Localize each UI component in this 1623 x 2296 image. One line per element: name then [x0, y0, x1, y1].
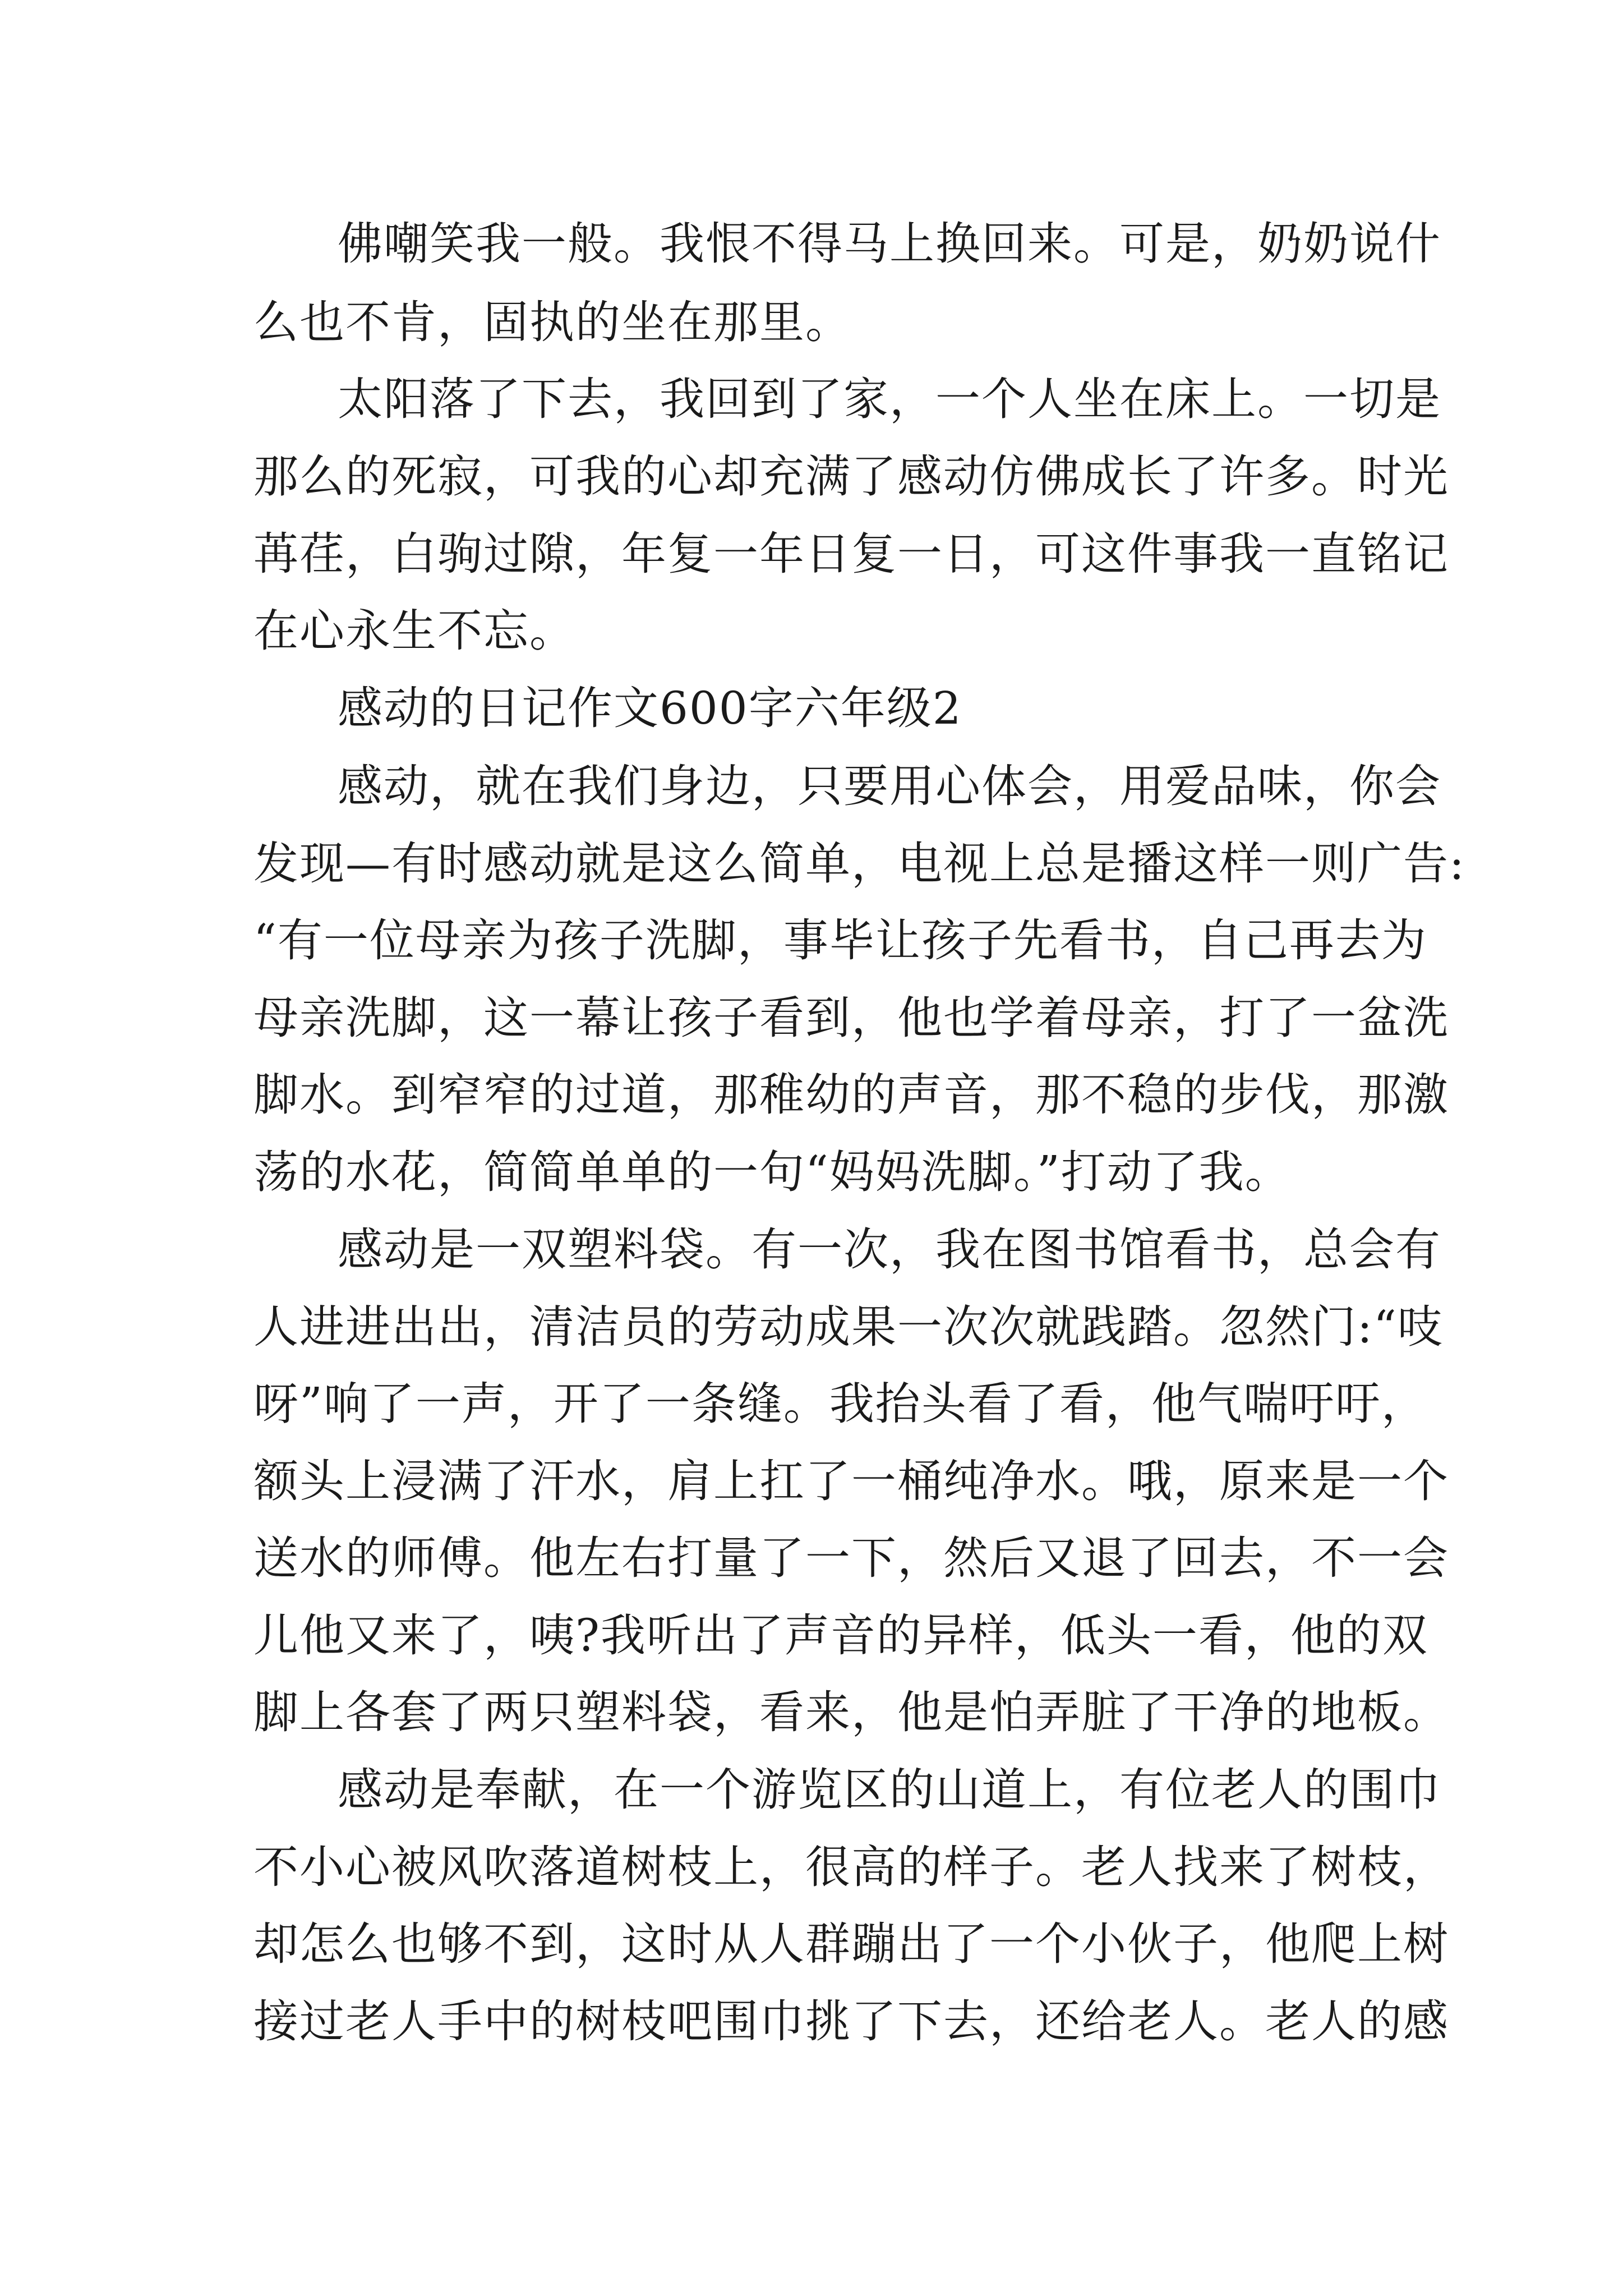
text-line: 苒荏，白驹过隙，年复一年日复一日，可这件事我一直铭记 [253, 528, 1449, 580]
text-line: 接过老人手中的树枝吧围巾挑了下去，还给老人。老人的感 [253, 1995, 1449, 2047]
text-line: 送水的师傅。他左右打量了一下，然后又退了回去，不一会 [253, 1532, 1449, 1584]
text-line: 么也不肯，固执的坐在那里。 [253, 296, 851, 348]
text-line: 却怎么也够不到，这时从人群蹦出了一个小伙子，他爬上树 [253, 1918, 1449, 1970]
text-line: 感动是奉献，在一个游览区的山道上，有位老人的围巾 [338, 1764, 1441, 1816]
text-line: 那么的死寂，可我的心却充满了感动仿佛成长了许多。时光 [253, 450, 1449, 503]
text-line: 荡的水花，简简单单的一句“妈妈洗脚。”打动了我。 [253, 1146, 1291, 1198]
text-line: 感动，就在我们身边，只要用心体会，用爱品味，你会 [338, 760, 1441, 812]
text-line: 母亲洗脚，这一幕让孩子看到，他也学着母亲，打了一盆洗 [253, 992, 1449, 1044]
text-line: 佛嘲笑我一般。我恨不得马上换回来。可是，奶奶说什 [338, 218, 1441, 270]
text-line: “有一位母亲为孩子洗脚，事毕让孩子先看书，自己再去为 [253, 914, 1427, 967]
text-line: 儿他又来了，咦?我听出了声音的异样，低头一看，他的双 [253, 1609, 1428, 1662]
text-line: 不小心被风吹落道树枝上，很高的样子。老人找来了树枝， [253, 1841, 1449, 1893]
text-line: 人进进出出，清洁员的劳动成果一次次就践踏。忽然门:“吱 [253, 1301, 1444, 1353]
text-line: 感动是一双塑料袋。有一次，我在图书馆看书，总会有 [338, 1223, 1441, 1276]
text-line: 在心永生不忘。 [253, 605, 575, 657]
text-line: 发现—有时感动就是这么简单，电视上总是播这样一则广告: [253, 838, 1465, 890]
text-line: 脚水。到窄窄的过道，那稚幼的声音，那不稳的步伐，那激 [253, 1069, 1449, 1121]
text-line: 呀”响了一声，开了一条缝。我抬头看了看，他气喘吁吁， [253, 1378, 1427, 1430]
text-line: 太阳落了下去，我回到了家，一个人坐在床上。一切是 [338, 373, 1441, 425]
section-heading: 感动的日记作文600字六年级2 [338, 682, 962, 734]
text-line: 额头上浸满了汗水，肩上扛了一桶纯净水。哦，原来是一个 [253, 1455, 1449, 1507]
text-line: 脚上各套了两只塑料袋，看来，他是怕弄脏了干净的地板。 [253, 1686, 1449, 1738]
